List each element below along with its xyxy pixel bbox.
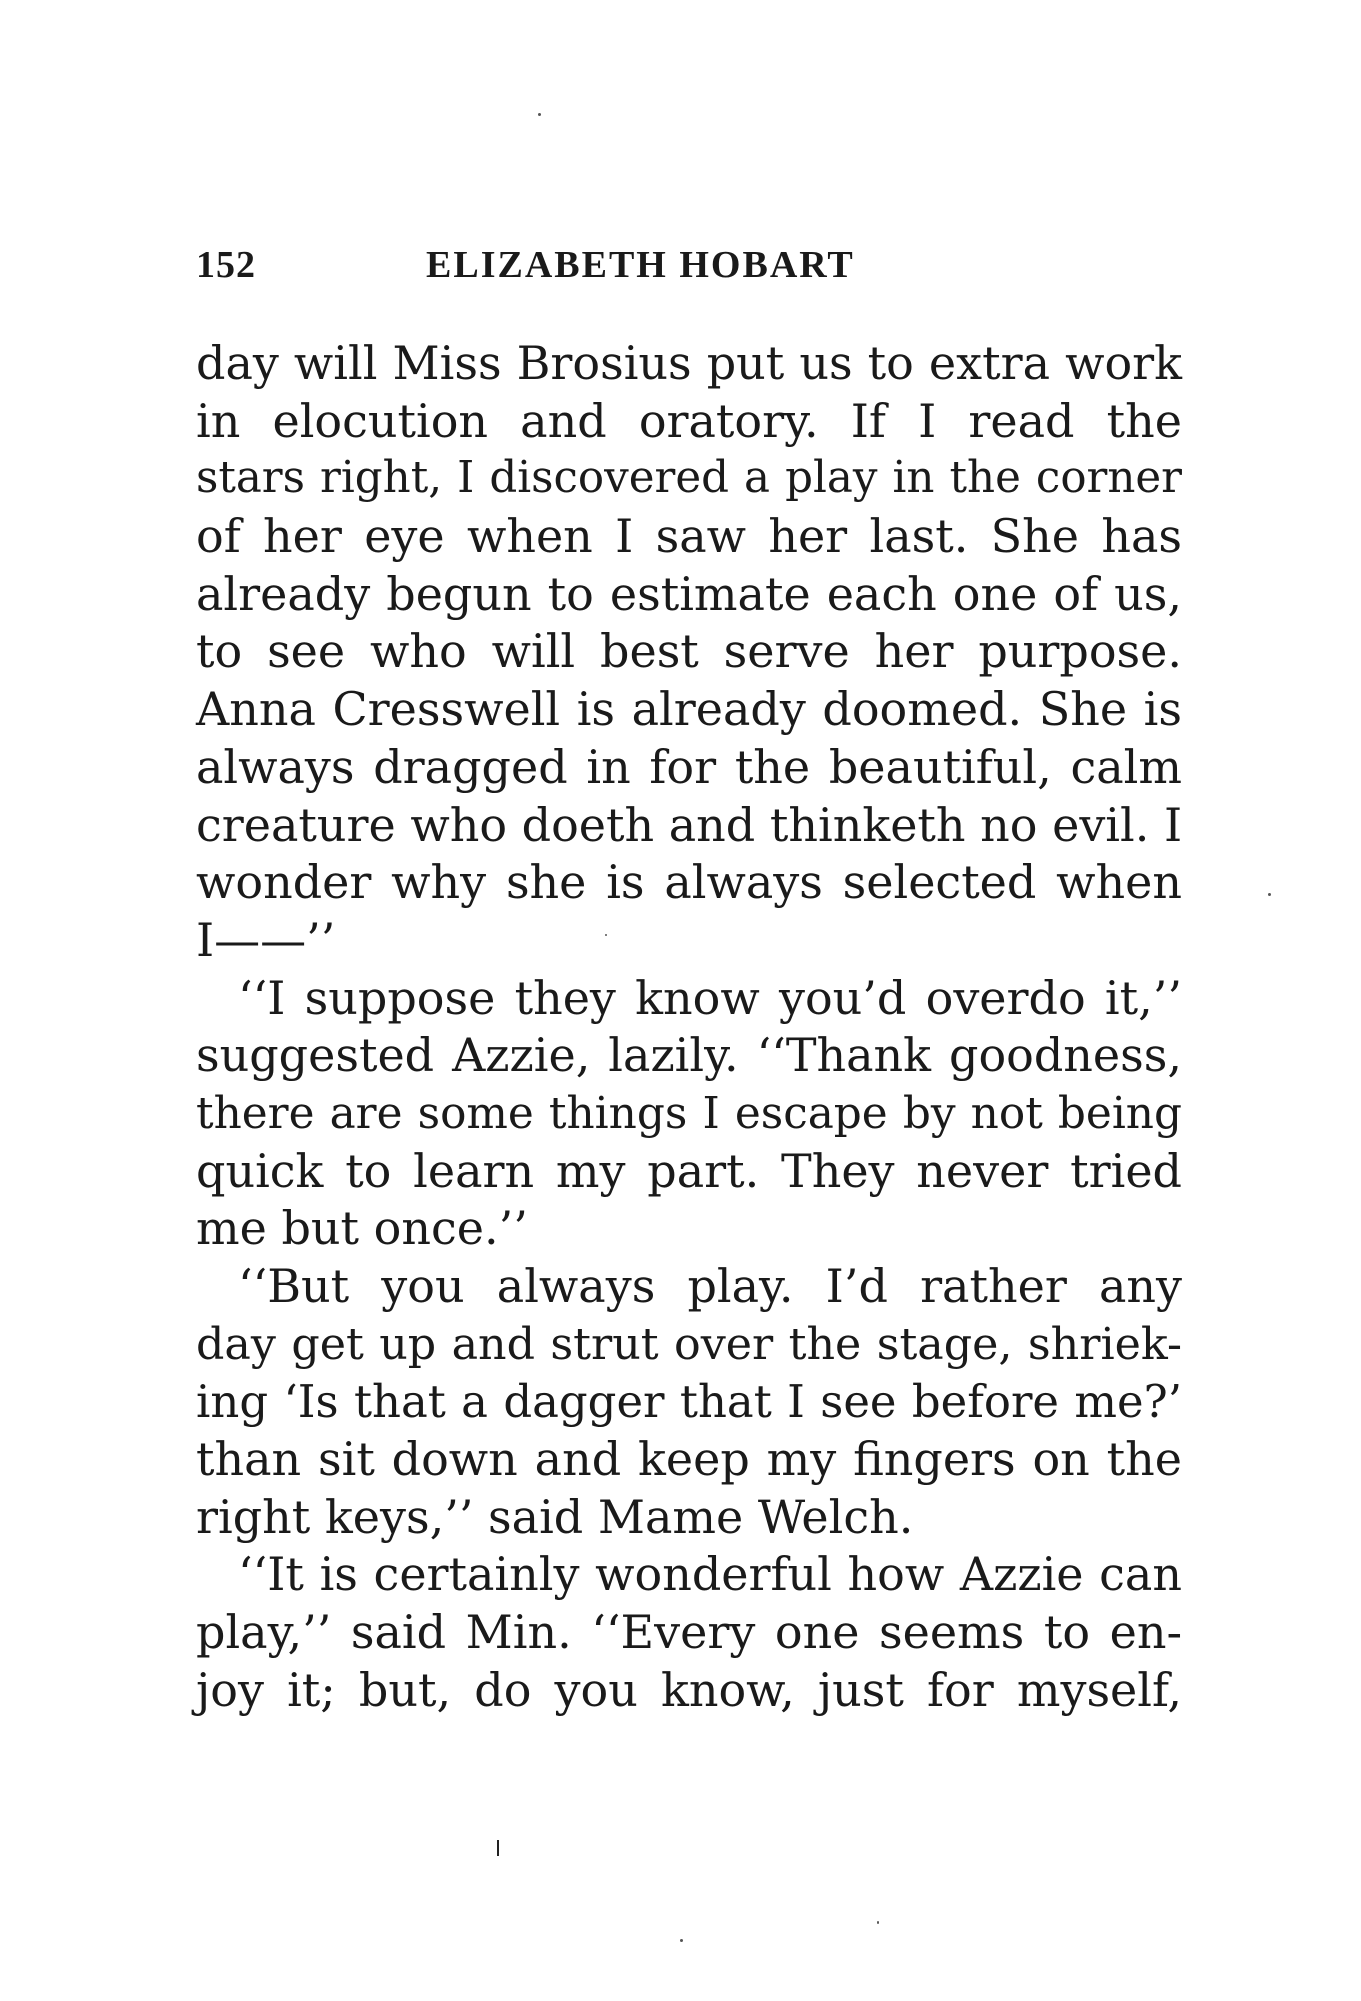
text-line: ‘‘I suppose they know you’d overdo it,’’ xyxy=(238,970,1182,1025)
page-number: 152 xyxy=(196,244,256,286)
print-mark xyxy=(497,1840,499,1856)
text-line: me but once.’’ xyxy=(196,1201,528,1256)
text-line: suggested Azzie, lazily. ‘‘Thank goodness, xyxy=(196,1028,1182,1083)
text-line: already begun to estimate each one of us, xyxy=(196,566,1182,621)
print-speck xyxy=(605,934,607,936)
text-line: to see who will best serve her purpose. xyxy=(196,624,1182,679)
text-line: there are some things I escape by not being xyxy=(196,1087,1182,1139)
text-line: I——’’ xyxy=(196,912,336,967)
text-line: in elocution and oratory. If I read the xyxy=(196,393,1182,448)
text-line: right keys,’’ said Mame Welch. xyxy=(196,1489,914,1544)
print-speck xyxy=(1268,893,1271,896)
text-line: joy it; but, do you know, just for myself, xyxy=(196,1662,1182,1717)
text-line: always dragged in for the beautiful, calm xyxy=(196,739,1182,794)
text-line: creature who doeth and thinketh no evil. I xyxy=(196,797,1183,852)
text-line: ‘‘But you always play. I’d rather any xyxy=(238,1259,1182,1313)
text-line: ing ‘Is that a dagger that I see before me?’ xyxy=(196,1375,1182,1429)
text-line: quick to learn my part. They never tried xyxy=(196,1143,1182,1198)
body-text xyxy=(196,335,1182,1720)
print-speck xyxy=(680,1939,683,1942)
text-line: Anna Cresswell is already doomed. She is xyxy=(196,682,1182,737)
text-line: wonder why she is always selected when xyxy=(196,855,1182,910)
text-line: day get up and strut over the stage, shriek- xyxy=(196,1318,1182,1370)
text-line: day will Miss Brosius put us to extra work xyxy=(196,336,1182,390)
text-line: stars right, I discovered a play in the corner xyxy=(196,453,1182,504)
text-line: of her eye when I saw her last. She has xyxy=(196,509,1182,564)
print-speck xyxy=(538,113,541,116)
page-header xyxy=(196,243,1191,303)
print-speck xyxy=(877,1921,879,1924)
text-line: ‘‘It is certainly wonderful how Azzie can xyxy=(238,1547,1182,1602)
text-line: play,’’ said Min. ‘‘Every one seems to en- xyxy=(196,1605,1182,1660)
running-title: ELIZABETH HOBART xyxy=(426,244,855,286)
text-line: than sit down and keep my fingers on the xyxy=(196,1432,1182,1487)
